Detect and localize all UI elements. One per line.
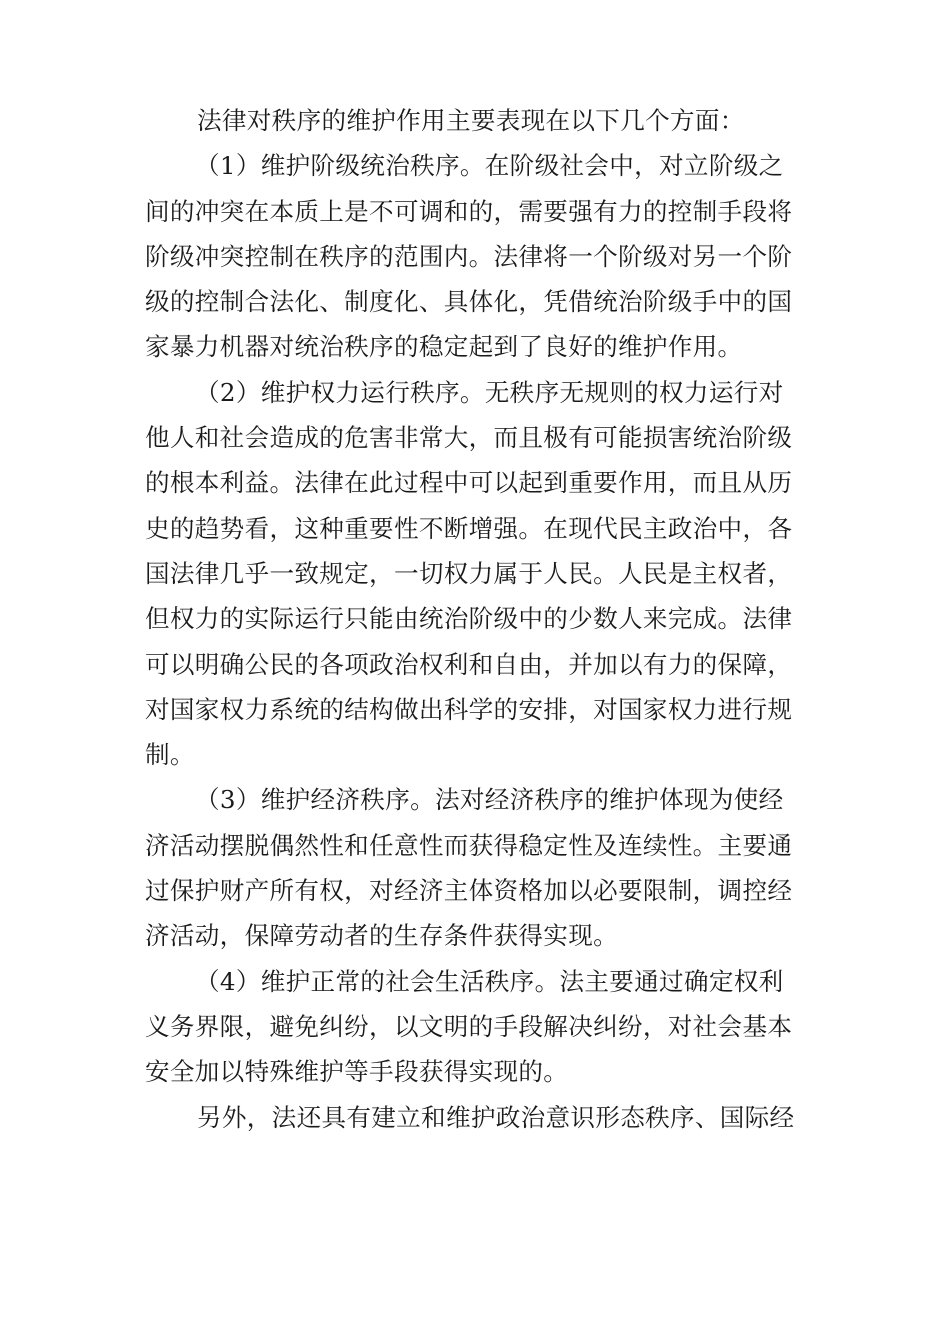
paragraph-2-line: （2）维护权力运行秩序。无秩序无规则的权力运行对 — [195, 377, 784, 407]
paragraph-3-line: 济活动摆脱偶然性和任意性而获得稳定性及连续性。主要通 — [145, 830, 793, 860]
paragraph-1-line: 级的控制合法化、制度化、具体化，凭借统治阶级手中的国 — [145, 287, 793, 317]
paragraph-intro-line: 法律对秩序的维护作用主要表现在以下几个方面： — [197, 106, 745, 135]
paragraph-5-line: 另外，法还具有建立和维护政治意识形态秩序、国际经 — [197, 1102, 795, 1132]
paragraph-2-line: 但权力的实际运行只能由统治阶级中的少数人来完成。法律 — [145, 604, 793, 634]
paragraph-2-line: 的根本利益。法律在此过程中可以起到重要作用，而且从历 — [145, 468, 793, 498]
paragraph-3-line: 过保护财产所有权，对经济主体资格加以必要限制，调控经 — [145, 876, 793, 906]
document-body — [145, 98, 805, 1140]
paragraph-2-line: 对国家权力系统的结构做出科学的安排，对国家权力进行规 — [145, 694, 793, 724]
paragraph-3-line: 济活动，保障劳动者的生存条件获得实现。 — [145, 921, 618, 951]
paragraph-1-line: 阶级冲突控制在秩序的范围内。法律将一个阶级对另一个阶 — [145, 241, 793, 271]
paragraph-1-line: （1）维护阶级统治秩序。在阶级社会中，对立阶级之 — [195, 151, 784, 181]
paragraph-3-line: （3）维护经济秩序。法对经济秩序的维护体现为使经 — [195, 785, 784, 815]
paragraph-2-line: 他人和社会造成的危害非常大，而且极有可能损害统治阶级 — [145, 423, 793, 453]
paragraph-1-line: 间的冲突在本质上是不可调和的，需要强有力的控制手段将 — [145, 196, 793, 226]
paragraph-2-line: 国法律几乎一致规定，一切权力属于人民。人民是主权者， — [145, 558, 793, 588]
paragraph-2-line: 史的趋势看，这种重要性不断增强。在现代民主政治中，各 — [145, 513, 793, 543]
paragraph-2-line: 可以明确公民的各项政治权利和自由，并加以有力的保障， — [145, 649, 793, 679]
paragraph-4-line: 义务界限，避免纠纷，以文明的手段解决纠纷，对社会基本 — [145, 1011, 793, 1041]
paragraph-1-line: 家暴力机器对统治秩序的稳定起到了良好的维护作用。 — [145, 332, 743, 362]
paragraph-4-line: 安全加以特殊维护等手段获得实现的。 — [145, 1057, 569, 1087]
paragraph-4-line: （4）维护正常的社会生活秩序。法主要通过确定权利 — [195, 966, 784, 996]
paragraph-2-line: 制。 — [145, 740, 195, 770]
